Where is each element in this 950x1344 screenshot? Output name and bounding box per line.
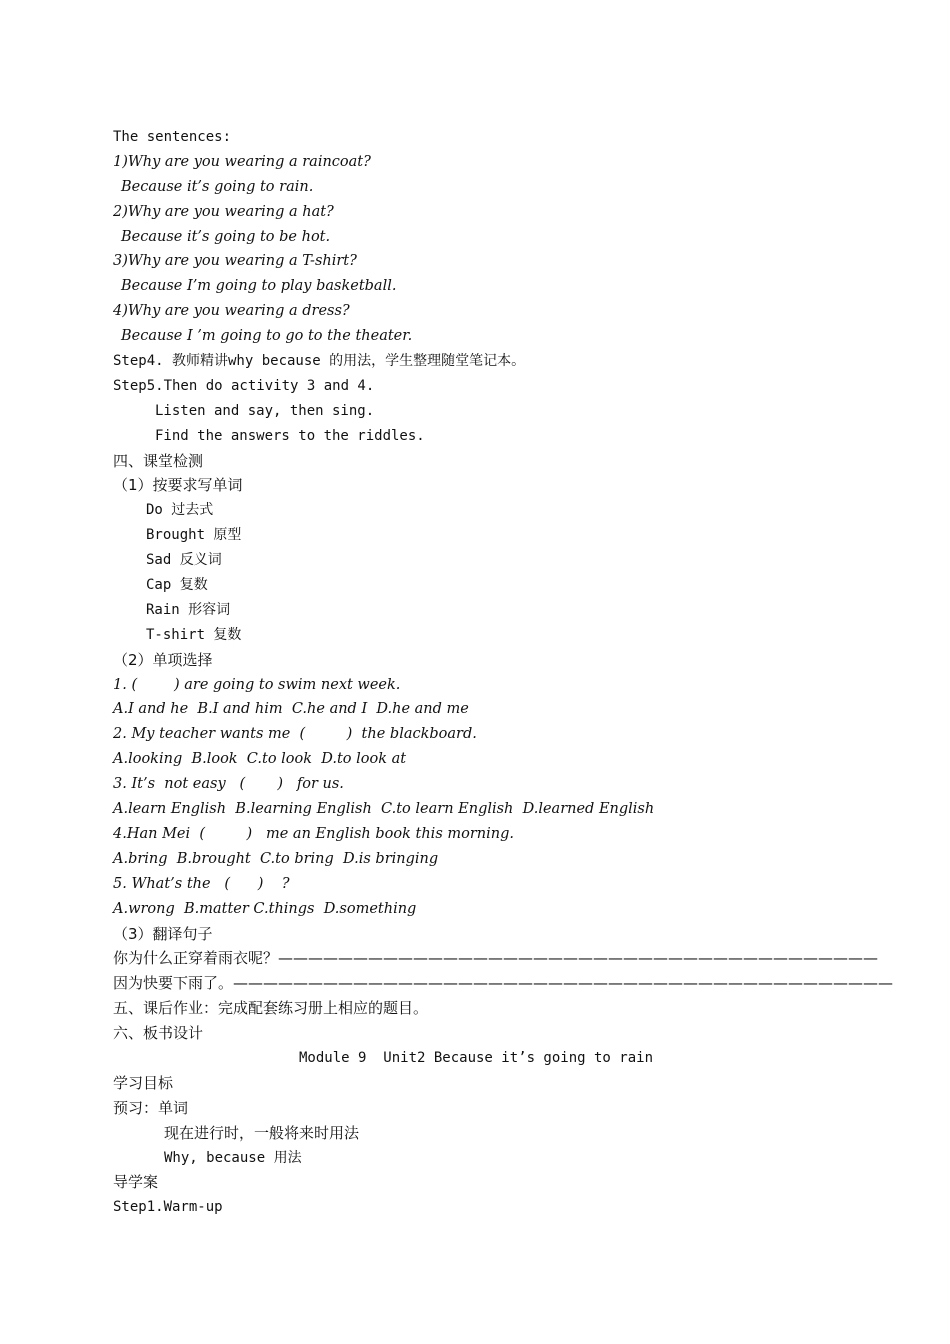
text-line: Step4. 教师精讲why because 的用法，学生整理随堂笔记本。	[113, 353, 526, 370]
text-line: 4.Han Mei ( ) me an English book this morning.	[113, 825, 514, 842]
text-line: 导学案	[113, 1173, 159, 1192]
text-line: 预习：单词	[113, 1098, 189, 1117]
text-line: 1. ( ) are going to swim next week.	[113, 676, 401, 693]
text-line: 2)Why are you wearing a hat?	[113, 203, 334, 220]
text-line: 五、课后作业：完成配套练习册上相应的题目。	[113, 999, 429, 1018]
text-line: 因为快要下雨了。————————————————————————————————————————————	[113, 974, 894, 993]
text-line: The sentences:	[113, 129, 232, 145]
text-line: A.wrong B.matter C.things D.something	[113, 900, 417, 917]
text-line: T-shirt 复数	[146, 626, 242, 643]
text-line: A.learn English B.learning English C.to learn English D.learned English	[113, 801, 655, 818]
text-line: （3）翻译句子	[113, 924, 213, 943]
text-line: Cap 复数	[146, 577, 208, 594]
text-line: Because I ’m going to go to the theater.	[121, 328, 413, 345]
text-line: Do 过去式	[146, 502, 214, 519]
text-line: （2）单项选择	[113, 650, 213, 669]
text-line: 4)Why are you wearing a dress?	[113, 303, 350, 320]
text-line: Because it’s going to be hot.	[121, 228, 331, 245]
text-line: 3. It’s not easy ( ) for us.	[113, 776, 344, 793]
text-line: 5. What’s the ( ) ?	[113, 875, 290, 892]
text-line: Step5.Then do activity 3 and 4.	[113, 377, 375, 394]
text-line: Because it’s going to rain.	[121, 178, 314, 195]
text-line: Sad 反义词	[146, 552, 222, 569]
text-line: A.I and he B.I and him C.he and I D.he and me	[113, 701, 469, 718]
text-line: Because I’m going to play basketball.	[121, 278, 397, 295]
text-line: 学习目标	[113, 1073, 174, 1092]
text-line: 2. My teacher wants me ( ) the blackboard.	[113, 726, 477, 743]
text-line: 六、板书设计	[113, 1024, 204, 1043]
text-line: Brought 原型	[146, 527, 242, 544]
text-line: Listen and say, then sing.	[155, 402, 375, 419]
document-body	[113, 125, 894, 1220]
text-line: 你为什么正穿着雨衣呢？————————————————————————————————————————	[113, 949, 879, 968]
text-line: （1）按要求写单词	[113, 476, 243, 495]
text-line: Why, because 用法	[164, 1149, 302, 1166]
text-line: Find the answers to the riddles.	[155, 427, 425, 444]
text-line: 3)Why are you wearing a T-shirt?	[113, 253, 357, 270]
text-line: 1)Why are you wearing a raincoat?	[113, 153, 371, 170]
text-line: Rain 形容词	[146, 601, 231, 618]
text-line: A.looking B.look C.to look D.to look at	[113, 751, 407, 768]
text-line: 四、课堂检测	[113, 451, 204, 470]
text-line: A.bring B.brought C.to bring D.is bringing	[113, 850, 439, 867]
text-line: Step1.Warm-up	[113, 1199, 223, 1216]
text-line: Module 9 Unit2 Because it’s going to rain	[299, 1049, 654, 1066]
text-line: 现在进行时，一般将来时用法	[164, 1123, 360, 1142]
